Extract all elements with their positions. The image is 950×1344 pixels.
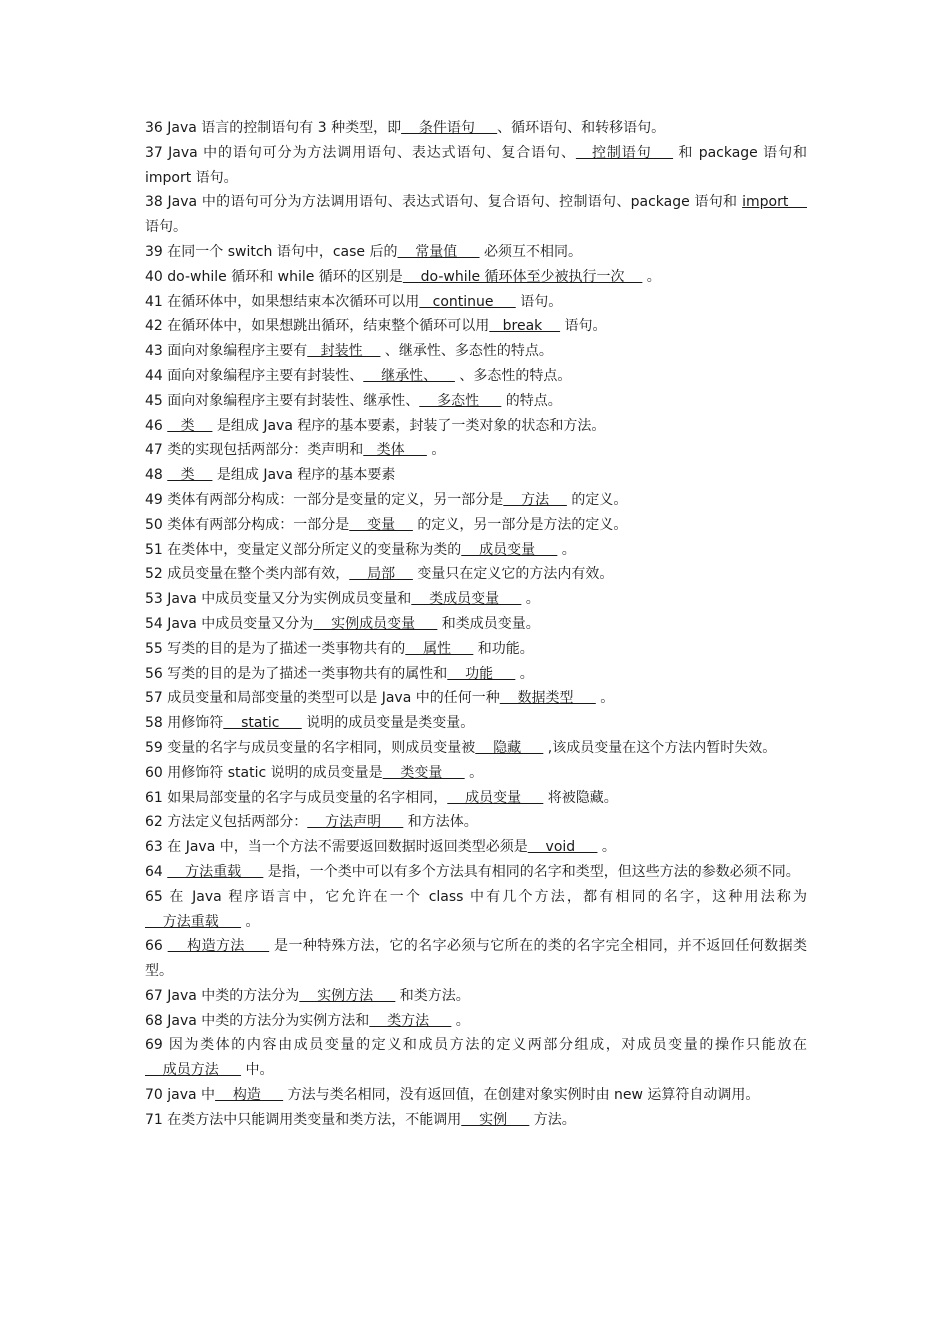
question-item xyxy=(145,761,807,786)
question-text-tail: 的定义，另一部分是方法的定义。 xyxy=(412,516,628,533)
question-text: 54 Java 中成员变量又分为 xyxy=(145,615,314,632)
question-item xyxy=(145,339,807,364)
question-item xyxy=(145,711,807,736)
question-item xyxy=(145,513,807,538)
answer-blank: 功能 xyxy=(447,665,516,682)
question-text: 65 在 Java 程序语言中，它允许在一个 class 中有几个方法，都有相同的名字，这种用法称为 xyxy=(145,888,807,905)
question-text: 43 面向对象编程序主要有 xyxy=(145,343,308,360)
question-item xyxy=(145,314,807,339)
question-text-tail: 必须互不相同。 xyxy=(479,243,583,260)
question-text: 63 在 Java 中，当一个方法不需要返回数据时返回类型必须是 xyxy=(145,839,528,856)
question-text: 40 do-while 循环和 while 循环的区别是 xyxy=(145,268,403,285)
question-text: 52 成员变量在整个类内部有效， xyxy=(145,566,350,583)
question-text-tail: 是指，一个类中可以有多个方法具有相同的名字和类型，但这些方法的参数必须不同。 xyxy=(263,863,800,880)
question-item xyxy=(145,438,807,463)
question-item xyxy=(145,686,807,711)
question-item xyxy=(145,1108,807,1133)
answer-blank: 隐藏 xyxy=(475,739,544,756)
question-item xyxy=(145,662,807,687)
question-item xyxy=(145,786,807,811)
answer-blank: 属性 xyxy=(405,640,474,657)
question-text: 50 类体有两部分构成：一部分是 xyxy=(145,516,350,533)
question-text: 41 在循环体中，如果想结束本次循环可以用 xyxy=(145,293,420,310)
question-text-tail: 是组成 Java 程序的基本要素 xyxy=(212,467,396,484)
question-item xyxy=(145,290,807,315)
question-text-tail: 。 xyxy=(464,764,484,781)
question-text-tail: 变量只在定义它的方法内有效。 xyxy=(412,566,614,583)
answer-blank: 多态性 xyxy=(419,392,502,409)
question-item xyxy=(145,265,807,290)
answer-blank: void xyxy=(527,839,598,856)
question-text: 39 在同一个 switch 语句中，case 后的 xyxy=(145,243,398,260)
question-text-tail: ,该成员变量在这个方法内暂时失效。 xyxy=(543,739,777,756)
question-text: 64 xyxy=(145,863,168,880)
question-text: 60 用修饰符 static 说明的成员变量是 xyxy=(145,764,383,781)
question-item xyxy=(145,190,807,240)
question-text-tail: 和方法体。 xyxy=(403,814,478,831)
question-text-tail: 的特点。 xyxy=(501,392,562,409)
question-text: 55 写类的目的是为了描述一类事物共有的 xyxy=(145,640,406,657)
answer-blank: 实例成员变量 xyxy=(313,615,438,632)
question-text: 36 Java 语言的控制语句有 3 种类型，即 xyxy=(145,120,402,136)
question-text: 38 Java 中的语句可分为方法调用语句、表达式语句、复合语句、控制语句、package 语句和 xyxy=(145,194,743,211)
question-item xyxy=(145,637,807,662)
question-text-tail: 。 xyxy=(557,541,576,558)
question-text-tail: 语句。 xyxy=(145,219,187,236)
question-list xyxy=(145,116,807,1133)
question-text-tail: 、继承性、多态性的特点。 xyxy=(380,343,553,360)
question-text-tail: 。 xyxy=(426,442,446,459)
question-text-tail: 、循环语句、和转移语句。 xyxy=(497,120,666,136)
question-text: 68 Java 中类的方法分为实例方法和 xyxy=(145,1012,370,1029)
question-text-tail: 将被隐藏。 xyxy=(543,789,618,806)
question-item xyxy=(145,860,807,885)
question-text: 71 在类方法中只能调用类变量和类方法，不能调用 xyxy=(145,1111,462,1128)
question-text: 58 用修饰符 xyxy=(145,715,224,732)
question-text: 49 类体有两部分构成：一部分是变量的定义，另一部分是 xyxy=(145,491,504,508)
question-text: 51 在类体中，变量定义部分所定义的变量称为类的 xyxy=(145,541,462,558)
question-item xyxy=(145,885,807,935)
question-text: 70 java 中 xyxy=(145,1087,216,1104)
answer-blank: 类 xyxy=(167,467,213,484)
answer-blank: 类变量 xyxy=(382,764,465,781)
question-text-tail: 。 xyxy=(521,591,540,608)
question-text: 61 如果局部变量的名字与成员变量的名字相同， xyxy=(145,789,448,806)
question-item xyxy=(145,414,807,439)
question-text: 45 面向对象编程序主要有封装性、继承性、 xyxy=(145,392,420,409)
question-item xyxy=(145,389,807,414)
question-item xyxy=(145,1009,807,1034)
question-text-tail: 是一种特殊方法，它的名字必须与它所在的类的名字完全相同，并不返回任何数据类型。 xyxy=(145,938,807,980)
question-text-tail: 。 xyxy=(451,1012,470,1029)
question-text: 53 Java 中成员变量又分为实例成员变量和 xyxy=(145,591,412,608)
answer-blank: 控制语句 xyxy=(575,144,674,161)
question-text: 66 xyxy=(145,938,168,955)
question-text-tail: 、多态性的特点。 xyxy=(454,367,572,384)
answer-blank: 变量 xyxy=(349,516,413,533)
question-text-tail: 方法与类名相同，没有返回值，在创建对象实例时由 new 运算符自动调用。 xyxy=(283,1087,760,1104)
answer-blank: 方法重载 xyxy=(145,913,242,930)
answer-blank: 类成员变量 xyxy=(411,591,522,608)
question-text: 62 方法定义包括两部分： xyxy=(145,814,308,831)
question-text-tail: 和类成员变量。 xyxy=(437,615,540,632)
question-text-tail: 是组成 Java 程序的基本要素，封装了一类对象的状态和方法。 xyxy=(212,417,606,434)
question-text-tail: 。 xyxy=(515,665,534,682)
document-page xyxy=(145,116,807,1133)
answer-blank: 继承性、 xyxy=(363,367,455,384)
question-text-tail: 说明的成员变量是类变量。 xyxy=(301,715,475,732)
answer-blank: break xyxy=(489,318,561,335)
question-item xyxy=(145,1033,807,1083)
answer-blank: 实例 xyxy=(461,1111,530,1128)
question-text: 59 变量的名字与成员变量的名字相同，则成员变量被 xyxy=(145,739,476,756)
question-text-tail: 语句。 xyxy=(515,293,563,310)
answer-blank: 常量值 xyxy=(397,243,480,260)
question-item xyxy=(145,116,807,141)
question-text: 48 xyxy=(145,467,168,484)
question-text: 56 写类的目的是为了描述一类事物共有的属性和 xyxy=(145,665,448,682)
answer-blank: 局部 xyxy=(349,566,413,583)
question-text: 69 因为类体的内容由成员变量的定义和成员方法的定义两部分组成，对成员变量的操作只能放在 xyxy=(145,1037,807,1054)
question-text-tail: 。 xyxy=(597,839,616,856)
answer-blank: 方法声明 xyxy=(307,814,404,831)
question-item xyxy=(145,463,807,488)
question-text-tail: 。 xyxy=(241,913,260,930)
question-text-tail: 和 package 语句和 import 语句。 xyxy=(145,144,807,186)
question-item xyxy=(145,934,807,984)
question-text-tail: 。 xyxy=(595,690,615,707)
question-item xyxy=(145,612,807,637)
question-text: 42 在循环体中，如果想跳出循环，结束整个循环可以用 xyxy=(145,318,490,335)
question-item xyxy=(145,488,807,513)
question-text-tail: 。 xyxy=(642,268,661,285)
question-text-tail: 中。 xyxy=(241,1062,274,1079)
question-text: 47 类的实现包括两部分：类声明和 xyxy=(145,442,364,459)
question-text-tail: 方法。 xyxy=(529,1111,576,1128)
answer-blank: 条件语句 xyxy=(401,120,498,136)
answer-blank: 类方法 xyxy=(369,1012,452,1029)
answer-blank: 类 xyxy=(167,417,213,434)
answer-blank: 实例方法 xyxy=(299,987,396,1004)
question-text: 67 Java 中类的方法分为 xyxy=(145,987,300,1004)
question-item xyxy=(145,810,807,835)
question-item xyxy=(145,587,807,612)
answer-blank: import xyxy=(742,194,807,211)
question-text: 44 面向对象编程序主要有封装性、 xyxy=(145,367,364,384)
question-text: 46 xyxy=(145,417,168,434)
answer-blank: 成员方法 xyxy=(145,1062,242,1079)
answer-blank: 构造 xyxy=(215,1087,284,1104)
answer-blank: 成员变量 xyxy=(461,541,558,558)
answer-blank: 成员变量 xyxy=(447,789,544,806)
answer-blank: 封装性 xyxy=(307,343,381,360)
question-item xyxy=(145,364,807,389)
question-item xyxy=(145,835,807,860)
question-item xyxy=(145,141,807,191)
question-text: 37 Java 中的语句可分为方法调用语句、表达式语句、复合语句、 xyxy=(145,144,576,161)
answer-blank: 数据类型 xyxy=(499,690,596,707)
question-item xyxy=(145,1083,807,1108)
question-item xyxy=(145,538,807,563)
question-text-tail: 语句。 xyxy=(560,318,607,335)
question-text-tail: 的定义。 xyxy=(566,491,628,508)
answer-blank: do-while 循环体至少被执行一次 xyxy=(402,268,643,285)
question-item xyxy=(145,240,807,265)
answer-blank: static xyxy=(223,715,302,732)
answer-blank: 方法重载 xyxy=(167,863,264,880)
question-text: 57 成员变量和局部变量的类型可以是 Java 中的任何一种 xyxy=(145,690,500,707)
question-text-tail: 和类方法。 xyxy=(395,987,470,1004)
question-item xyxy=(145,562,807,587)
answer-blank: 方法 xyxy=(503,491,567,508)
question-text-tail: 和功能。 xyxy=(473,640,534,657)
answer-blank: 类体 xyxy=(363,442,427,459)
question-item xyxy=(145,736,807,761)
question-item xyxy=(145,984,807,1009)
answer-blank: 构造方法 xyxy=(167,938,270,955)
answer-blank: continue xyxy=(419,293,516,310)
